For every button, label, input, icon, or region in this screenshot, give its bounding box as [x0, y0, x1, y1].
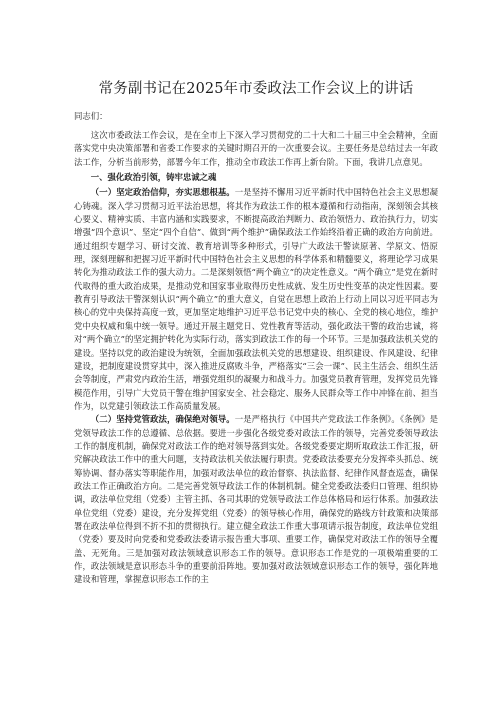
section-heading-1: 一、强化政治引领，铸牢忠诚之魂 [90, 172, 217, 183]
paragraph-1-body: 一是坚持不懈用习近平新时代中国特色社会主义思想凝心铸魂。深入学习贯彻习近平法治思想，将其作为政法工作的根本遵循和行动指南，深刻领会其核心要义、精神实质、丰富内涵和实践要求，不断提高政治判断力、政治领悟力、政治执行力，切实增强“四个意识”、坚定“四个自信”、做到“两个维护”确保政法工作始终沿着正确的政治方向前进。通过组织专题学习、研讨交流、教育培训等多种形式，引导广大政法干警读原著、学原文、悟原理，深刻理解和把握习近平新时代中国特色社会主义思想的科学体系和精髓要义，将理论学习成果转化为推动政法工作的强大动力。二是深刻领悟“两个确立”的决定性意义。“两个确立”是党在新时代取得的重大政治成果，是推动党和国家事业取得历史性成就、发生历史性变革的决定性因素。要教育引导政法干警深刻认识“两个确立”的重大意义，自觉在思想上政治上行动上同以习近平同志为核心的党中央保持高度一致，更加坚定地维护习近平总书记党中央的核心、全党的核心地位，维护党中央权威和集中统一领导。通过开展主题党日、党性教育等活动，强化政法干警的政治忠诚，将对“两个确立”的坚定拥护转化为实际行动，落实到政法工作的每一个环节。三是加强政法机关党的建设。坚持以党的政治建设为统领，全面加强政法机关党的思想建设、组织建设、作风建设、纪律建设，把制度建设贯穿其中，深入推进反腐败斗争，严格落实“三会一课”、民主生活会、组织生活会等制度，严肃党内政治生活，增强党组织的凝聚力和战斗力。加强党员教育管理，发挥党员先锋模范作用，引导广大党员干警在维护国家安全、社会稳定、服务人民群众等工作中冲锋在前、担当作为，以党建引领政法工作高质量发展。 [74, 187, 438, 411]
salutation: 同志们： [74, 111, 108, 121]
paragraph-1 [74, 186, 438, 413]
intro-paragraph: 这次市委政法工作会议，是在全市上下深入学习贯彻党的二十大和二十届三中全会精神，全面落实党中央决策部署和省委工作要求的关键时期召开的一次重要会议。主要任务是总结过去一年政法工作，分析当前形势，部署今年工作，推动全市政法工作再上新台阶。下面，我讲几点意见。 [74, 130, 438, 167]
paragraph-2 [74, 413, 438, 586]
paragraph-1-lead: （一）坚定政治信仰，夯实思想根基。 [90, 187, 235, 198]
document-title: 常务副书记在2025年市委政法工作会议上的讲话 [98, 81, 414, 97]
paragraph-2-body: 一是严格执行《中国共产党政法工作条例》。《条例》是党领导政法工作的总遵循、总依据。要进一步强化各级党委对政法工作的领导，完善党委领导政法工作的制度机制，确保党对政法工作的绝对领导落到实处。各级党委要定期听取政法工作汇报，研究解决政法工作中的重大问题，支持政法机关依法履行职责。党委政法委要充分发挥牵头抓总、统筹协调、督办落实等职能作用，加强对政法单位的政治督察、执法监督、纪律作风督查巡查，确保政法工作正确政治方向。二是完善党领导政法工作的体制机制。健全党委政法委归口管理、组织协调，政法单位党组（党委）主管主抓、各司其职的党领导政法工作总体格局和运行体系。加强政法单位党组（党委）建设，充分发挥党组（党委）的领导核心作用，确保党的路线方针政策和决策部署在政法单位得到不折不扣的贯彻执行。建立健全政法工作重大事项请示报告制度，政法单位党组（党委）要及时向党委和党委政法委请示报告重大事项、重要工作，确保党对政法工作的领导全覆盖、无死角。三是加强对政法领域意识形态工作的领导。意识形态工作是党的一项极端重要的工作，政法领域是意识形态斗争的重要前沿阵地。要加强对政法领域意识形态工作的领导，强化阵地建设和管理，掌握意识形态工作的主 [74, 414, 438, 585]
paragraph-2-lead: （二）坚持党管政法，确保绝对领导。 [90, 414, 235, 425]
